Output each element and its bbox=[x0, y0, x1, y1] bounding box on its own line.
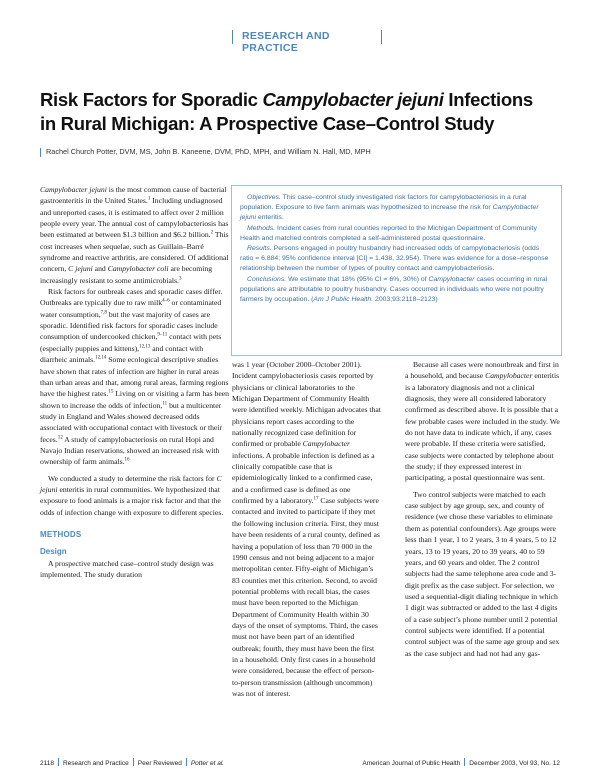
footer-section: Research and Practice bbox=[62, 760, 129, 767]
authors-text: Rachel Church Potter, DVM, MS, John B. Kaneene, DVM, PhD, MPH, and William N. Hall, MD, MPH bbox=[46, 147, 371, 156]
footer-right bbox=[362, 758, 560, 767]
intro-paragraph-2: Risk factors for outbreak cases and sporadic cases differ. Outbreaks are typically due to raw milk$^{4-6}$ or contaminated water consumption,$^{7,8}$ but the vast majority of cases are sporadic. Identified risk factors for sporadic cases include consumption of undercooked chicken,$^{9-11}$ contact with pets (especially puppies and kittens),$^{12,13}$ and contact with diarrheic animals.$^{12,14}$ Some ecological descriptive studies have shown that rates of infection are higher in rural areas than urban areas and that, among rural areas, farming regions have the highest rates.$^{15}$ Living on or visiting a farm has been shown to increase the odds of infection,$^{11}$ but a multicenter study in England and Wales showed decreased odds associated with occupational contact with livestock or their feces.$^{12}$ A study of campylobacteriosis on rural Hopi and Navajo Indian reservations, showed an increased risk with ownership of farm animals.$^{16}$ bbox=[40, 287, 230, 467]
control-selection-paragraph: Two control subjects were matched to each case subject by age group, sex, and county of residence (we chose these variables to eliminate them as potential confounders). Age groups were less than 1 year, 1 to 2 years, 3 to 4 years, 5 to 12 years, 13 to 19 years, 20 to 39 years, 40 to 59 years, and 60 years and older. The 2 control subjects had the same telephone area code and 3-digit prefix as the case subject. For selection, we used a sequential-digit dialing technique in which 1 digit was subtracted or added to the last 4 digits of a case subject’s phone number until 2 potential control subjects were identified. If a potential control subject was of the same age group and sex as the case subject and had not had any gas- bbox=[405, 489, 560, 658]
abstract-conclusions: Conclusions. We estimate that 18% (95% CI = 6%, 30%) of Campylobacter cases occurring in rural populations are attributable to poultry husbandry. Cases occurred in individuals who were not poultry farmers by occupation. (Am J Public Health. 2003;93:2118–2123) bbox=[240, 275, 548, 304]
body-column-2 bbox=[232, 359, 382, 699]
footer-author: Potter et al. bbox=[190, 760, 225, 767]
section-label bbox=[232, 28, 382, 54]
page-number: 2118 bbox=[40, 760, 54, 767]
footer-review: Peer Reviewed bbox=[137, 760, 182, 767]
design-paragraph: A prospective matched case–control study design was implemented. The study duration bbox=[40, 558, 214, 579]
body-column-3 bbox=[405, 359, 560, 659]
title-part1: Risk Factors for Sporadic bbox=[40, 89, 263, 110]
design-continued-paragraph: was 1 year (October 2000–October 2001). Incident campylobacteriosis cases reported by physicians or clinical laboratories to the Michigan Department of Community Health were identified weekly. Michigan advocates that physicians report cases according to the nationally recognized case definition for confirmed or probable Campylobacter infections. A probable infection is defined as a clinically compatible case that is epidemiologically linked to a confirmed case, and a confirmed case is defined as one confirmed by a laboratory.$^{17}$ Case subjects were contacted and invited to participate if they met the following inclusion criteria. First, they must have been residents of a rural county, defined as having a population of less than 70 000 in the 1990 census and not being adjacent to a major metropolitan center. Fifty-eight of Michigan’s 83 counties met this criterion. Second, to avoid potential problems with recall bias, the cases must have been reported to the Michigan Department of Community Health within 30 days of the onset of symptoms. Third, the cases must not have been part of an identified outbreak; fourth, they must have been the first in a household. Only first cases in a household were considered, because the effect of person-to-person transmission (although uncommon) was not of interest. bbox=[232, 360, 381, 698]
section-label-left-rule bbox=[232, 30, 233, 44]
body-column-1 bbox=[40, 184, 230, 580]
title-organism: Campylobacter jejuni bbox=[262, 89, 444, 110]
section-label-right-rule bbox=[381, 30, 382, 44]
section-label-text: RESEARCH AND PRACTICE bbox=[242, 30, 330, 54]
footer-journal: American Journal of Public Health bbox=[362, 760, 461, 767]
article-title bbox=[40, 88, 560, 136]
page-footer bbox=[40, 758, 560, 770]
author-rule bbox=[40, 148, 41, 157]
title-part2: Infections bbox=[443, 89, 533, 110]
intro-paragraph-1: Campylobacter jejuni is the most common cause of bacterial gastroenteritis in the United States.$^1$ Including undiagnosed and unreported cases, it is estimated to affect over 2 million people every year. The annual cost of campylobacteriosis has been estimated at between $1.3 billion and $6.2 billion.$^2$ This cost increases when sequelae, such as Guillain–Barré syndrome and reactive arthritis, are considered. Of additional concern, C jejuni and Campylobacter coli are becoming increasingly resistant to some antimicrobials.$^3$ bbox=[40, 185, 229, 285]
footer-left bbox=[40, 758, 224, 767]
abstract-objectives: Objectives. This case–control study investigated risk factors for campylobacteriosis in a rural population. Exposure to live farm animals was hypothesized to increase the risk for Campylobacter jejuni enteritis. bbox=[240, 194, 539, 222]
author-line bbox=[40, 146, 560, 160]
abstract-methods: Methods. Incident cases from rural counties reported to the Michigan Department of Community Health and matched controls completed a self-administered postal questionnaire. bbox=[240, 224, 537, 242]
abstract-box bbox=[231, 185, 562, 356]
intro-paragraph-3: We conducted a study to determine the risk factors for C jejuni enteritis in rural communities. We hypothesized that exposure to food animals is a major risk factor and that the odds of infection change with exposure to different species. bbox=[40, 473, 224, 517]
design-heading: Design bbox=[40, 547, 67, 557]
case-criteria-paragraph: Because all cases were nonoutbreak and first in a household, and because Campylobacter enteritis is a laboratory diagnosis and not a clinical diagnosis, they were all considered laboratory confirmed as described above. It is possible that a few probable cases were included in the study. We do not have data to indicate which, if any, cases were probable. If these criteria were satisfied, case subjects were contacted by telephone about the study; if they expressed interest in participating, a postal questionnaire was sent. bbox=[405, 360, 560, 483]
title-line2: in Rural Michigan: A Prospective Case–Control Study bbox=[40, 113, 495, 134]
methods-heading: METHODS bbox=[40, 529, 82, 539]
abstract-results: Results. Persons engaged in poultry husbandry had increased odds of campylobacteriosis (odds ratio = 6.884; 95% confidence interval [CI] = 1.438, 32.954). There was evidence for a dose–response relationship between the number of types of poultry contact and campylobacteriosis. bbox=[240, 245, 549, 273]
footer-issue: December 2003, Vol 93, No. 12 bbox=[469, 760, 560, 767]
